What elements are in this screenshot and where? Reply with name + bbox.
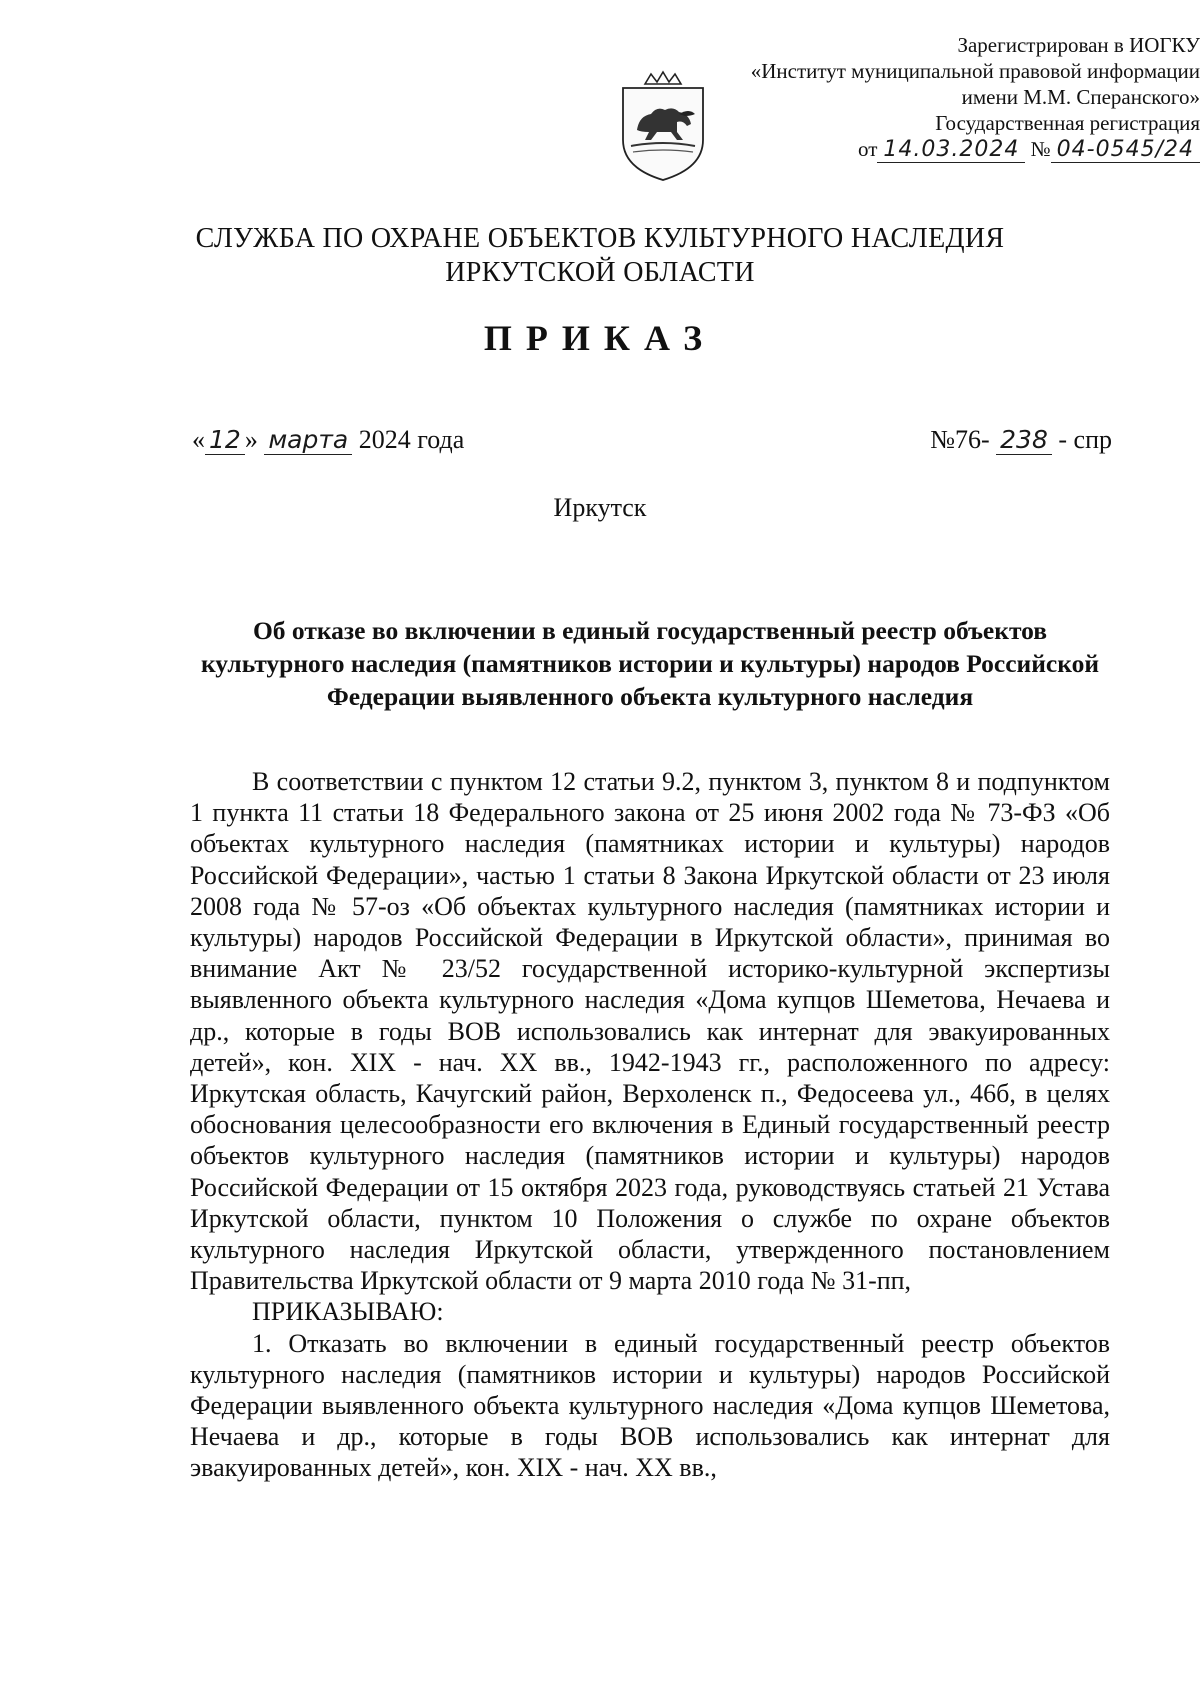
registration-line-2: «Институт муниципальной правовой информации: [750, 59, 1200, 83]
order-number-handwritten: 238: [996, 425, 1052, 455]
registration-date-prefix: от: [858, 137, 878, 161]
registration-line-3: имени М.М. Сперанского»: [961, 85, 1200, 109]
organization-name-line-2: ИРКУТСКОЙ ОБЛАСТИ: [445, 257, 755, 288]
organization-name: [0, 222, 1200, 290]
registration-line-1: Зарегистрирован в ИОГКУ: [957, 33, 1200, 57]
order-number-suffix: - спр: [1058, 425, 1112, 454]
registration-date-handwritten: 14.03.2024: [877, 137, 1025, 163]
irkutsk-coat-of-arms-icon: [617, 70, 709, 182]
organization-name-line-1: СЛУЖБА ПО ОХРАНЕ ОБЪЕКТОВ КУЛЬТУРНОГО НАСЛЕДИЯ: [195, 223, 1005, 254]
decree-word: ПРИКАЗЫВАЮ:: [252, 1297, 444, 1327]
date-open-quote: «: [192, 425, 205, 454]
order-number-prefix: №76-: [930, 425, 990, 454]
date-month-handwritten: марта: [264, 425, 352, 455]
registration-line-4: Государственная регистрация: [935, 111, 1200, 135]
city-name: Иркутск: [553, 493, 647, 522]
date-year: 2024 года: [358, 425, 465, 454]
registration-stamp: [680, 32, 1200, 163]
registration-number-prefix: №: [1030, 137, 1051, 161]
preamble-paragraph: В соответствии с пунктом 12 статьи 9.2, пунктом 3, пунктом 8 и подпунктом 1 пункта 11 статьи 18 Федерального закона от 25 июня 2002 года № 73-ФЗ «Об объектах культурного наследия (памятниках истории и культуры) народов Российской Федерации», частью 1 статьи 8 Закона Иркутской области от 23 июля 2008 года № 57-оз «Об объектах культурного наследия (памятниках истории и культуры) народов Российской Федерации в Иркутской области», принимая во внимание Акт № 23/52 государственной историко-культурной экспертизы выявленного объекта культурного наследия «Дома купцов Шеметова, Нечаева и др., которые в годы ВОВ использовались как интернат для эвакуированных детей», кон. XIX - нач. XX вв., 1942-1943 гг., расположенного по адресу: Иркутская область, Качугский район, Верхоленск п., Федосеева ул., 46б, в целях обоснования целесообразности его включения в Единый государственный реестр объектов культурного наследия (памятников истории и культуры) народов Российской Федерации от 15 октября 2023 года, руководствуясь статьей 21 Устава Иркутской области, пунктом 10 Положения о службе по охране объектов культурного наследия Иркутской области, утвержденного постановлением Правительства Иркутской области от 9 марта 2010 года № 31-пп,: [190, 767, 1110, 1296]
date-day-handwritten: 12: [205, 425, 245, 455]
registration-date-number: [680, 136, 1200, 163]
order-subject: Об отказе во включении в единый государственный реестр объектов культурного наследия (памятников истории и культуры) народов Российской Федерации выявленного объекта культурного наследия: [200, 616, 1100, 711]
document-type-title: ПРИКАЗ: [483, 318, 717, 358]
order-body: [190, 766, 1110, 1484]
registration-number-handwritten: 04-0545/24: [1051, 137, 1200, 163]
decree-item-1: 1. Отказать во включении в единый государственный реестр объектов культурного наследия (памятников истории и культуры) народов Российской Федерации выявленного объекта культурного наследия «Дома купцов Шеметова, Нечаева и др., которые в годы ВОВ использовались как интернат для эвакуированных детей», кон. XIX - нач. XX вв.,: [190, 1328, 1110, 1483]
order-number: [930, 424, 1112, 456]
date-close-quote: »: [244, 425, 258, 454]
order-date: [192, 424, 464, 456]
